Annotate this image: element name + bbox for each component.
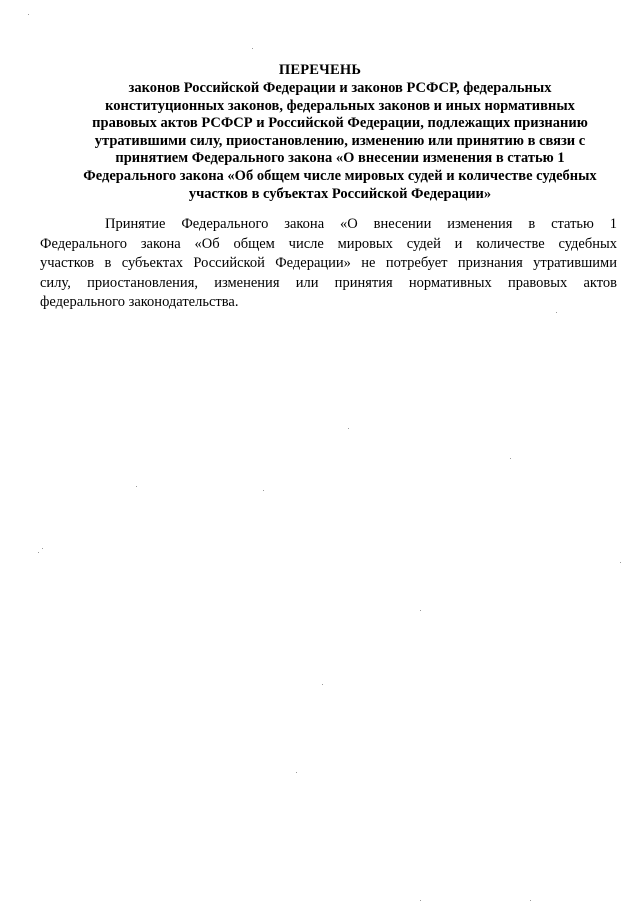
scan-speck (510, 458, 511, 459)
heading-line: утратившими силу, приостановлению, изменению или принятию в связи с (94, 132, 586, 149)
scan-speck (620, 562, 621, 563)
heading-line: Федерального закона «Об общем числе мировых судей и количестве судебных (83, 167, 597, 184)
body-line: федерального законодательства. (40, 294, 239, 310)
scan-speck (136, 486, 137, 487)
scan-speck (348, 428, 349, 429)
document-title: ПЕРЕЧЕНЬ (278, 62, 362, 78)
body-paragraph (40, 215, 617, 313)
heading-line: законов Российской Федерации и законов РСФСР, федеральных (128, 80, 552, 96)
scan-speck (296, 772, 297, 773)
heading-line: правовых актов РСФСР и Российской Федерации, подлежащих признанию (92, 115, 588, 132)
body-line: силу, приостановления, изменения или принятия нормативных правовых актов (40, 274, 617, 291)
scan-speck (42, 548, 43, 549)
document-heading (60, 80, 620, 203)
body-line: участков в субъектах Российской Федерации» не потребует признания утратившими (40, 255, 617, 271)
scan-speck (420, 610, 421, 611)
body-line: Принятие Федерального закона «О внесении изменения в статью 1 (105, 216, 617, 232)
scan-speck (263, 490, 264, 491)
scan-speck (556, 312, 557, 313)
scan-speck (38, 552, 39, 553)
scan-speck (420, 900, 421, 901)
heading-line: участков в субъектах Российской Федерации» (188, 185, 492, 202)
scan-speck (530, 900, 531, 901)
heading-line: конституционных законов, федеральных законов и иных нормативных (105, 97, 575, 114)
scan-speck (322, 684, 323, 685)
heading-line: принятием Федерального закона «О внесении изменения в статью 1 (115, 150, 565, 167)
scan-speck (28, 14, 29, 15)
body-line: Федерального закона «Об общем числе мировых судей и количестве судебных (40, 235, 617, 252)
scan-speck (252, 48, 253, 49)
